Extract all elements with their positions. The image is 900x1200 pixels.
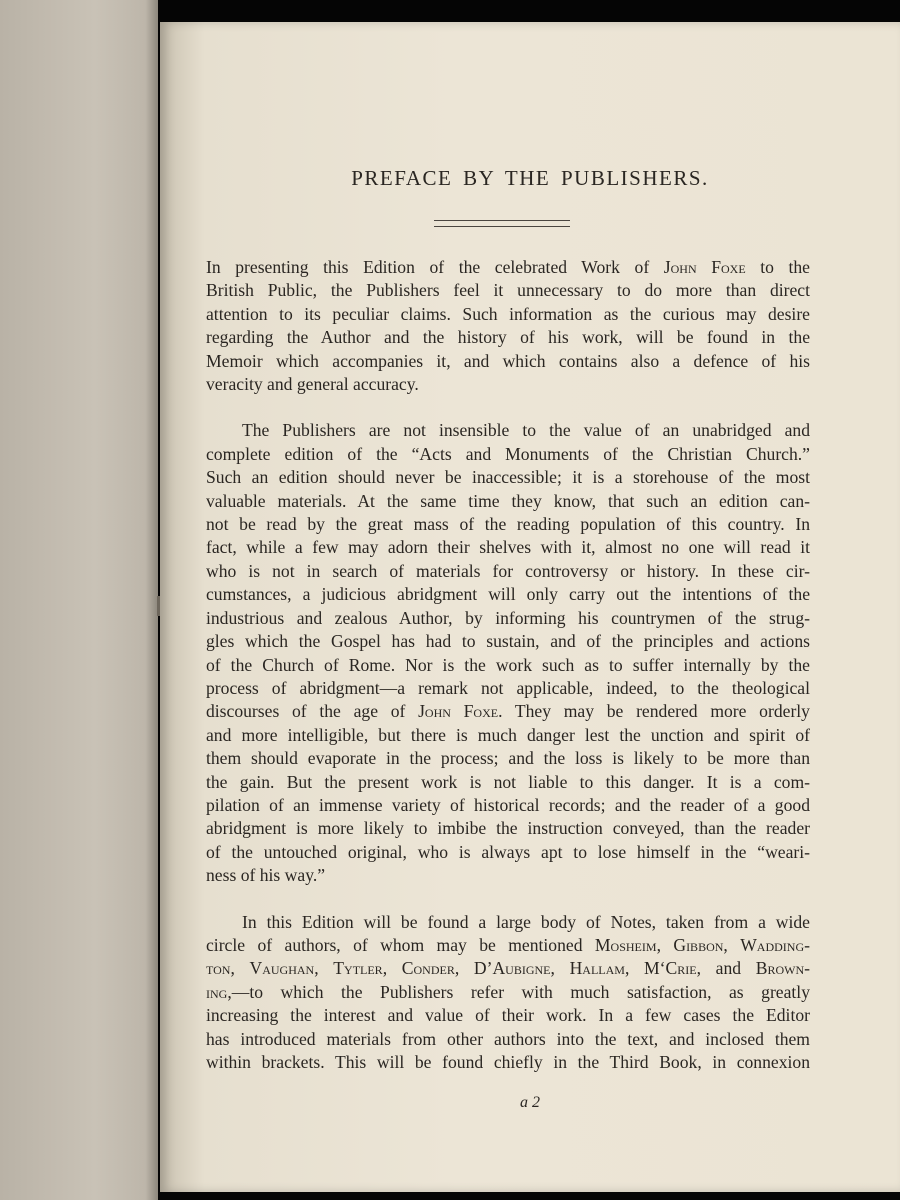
double-rule-divider [434,220,570,227]
text-line: In this Edition will be found a large body of Notes, taken from a wide [242,911,810,932]
text-line: The Publishers are not insensible to the value of an unabridged and [242,420,810,441]
text-line: abridgment is more likely to imbibe the instruction conveyed, than the reader [206,818,810,839]
text-line: pilation of an immense variety of historical records; and the reader of a good [206,794,810,815]
text-line: industrious and zealous Author, by informing his countrymen of the strug- [206,607,810,628]
text-line: within brackets. This will be found chiefly in the Third Book, in connexion [206,1052,810,1072]
text-line: of the untouched original, who is always apt to lose himself in the “weari- [206,841,810,862]
text-line: gles which the Gospel has had to sustain, and of the principles and actions [206,631,810,652]
text-line: ton, Vaughan, Tytler, Conder, D’Aubigne, Hallam, M‘Crie, and Brown- [206,958,810,979]
text-line: who is not in search of materials for controversy or history. In these cir- [206,560,810,581]
text-line: not be read by the great mass of the reading population of this country. In [206,514,810,535]
text-line: increasing the interest and value of their work. In a few cases the Editor [206,1005,810,1026]
text-line: British Public, the Publishers feel it unnecessary to do more than direct [206,280,810,301]
text-line: of the Church of Rome. Nor is the work such as to suffer internally by the [206,654,810,675]
paragraph-gap [206,888,810,911]
text-line: fact, while a few may adorn their shelves with it, almost no one will read it [206,537,810,558]
paragraph-gap [206,396,810,419]
text-line: process of abridgment—a remark not applicable, indeed, to the theological [206,677,810,698]
text-line: Memoir which accompanies it, and which contains also a defence of his [206,350,810,371]
text-line: complete edition of the “Acts and Monuments of the Christian Church.” [206,443,810,464]
text-line: ing,—to which the Publishers refer with much satisfaction, as greatly [206,981,810,1002]
text-line: has introduced materials from other authors into the text, and inclosed them [206,1028,810,1049]
page-heading: PREFACE BY THE PUBLISHERS. [351,166,709,190]
text-line: the gain. But the present work is not liable to this danger. It is a com- [206,771,810,792]
text-line: veracity and general accuracy. [206,374,419,395]
text-line: them should evaporate in the process; and the loss is likely to be more than [206,748,810,769]
text-line: cumstances, a judicious abridgment will only carry out the intentions of the [206,584,810,605]
text-line: valuable materials. At the same time they know, that such an edition can- [206,490,810,511]
text-line: In presenting this Edition of the celebrated Work of John Foxe to the [206,257,810,277]
text-line: discourses of the age of John Foxe. They may be rendered more orderly [206,701,810,722]
text-line: and more intelligible, but there is much danger lest the unction and spirit of [206,724,810,745]
text-line: regarding the Author and the history of his work, will be found in the [206,327,810,348]
text-line: circle of authors, of whom may be mentioned Mosheim, Gibbon, Wadding- [206,934,810,955]
preface-body [206,256,810,1074]
page-signature: a 2 [520,1094,540,1111]
text-line: ness of his way.” [206,865,326,886]
text-line: attention to its peculiar claims. Such information as the curious may desire [206,303,810,324]
facing-page [0,0,158,1200]
text-line: Such an edition should never be inaccessible; it is a storehouse of the most [206,467,810,488]
